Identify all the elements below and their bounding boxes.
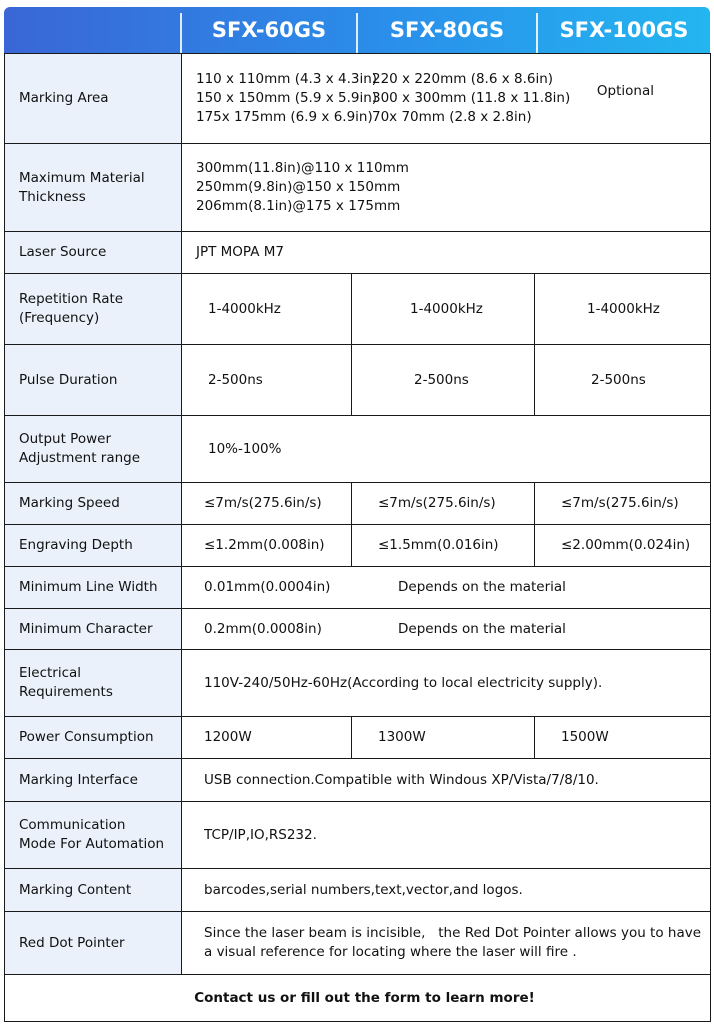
contact-cta[interactable]: Contact us or fill out the form to learn more!: [5, 975, 711, 1022]
value-text: Since the laser beam is incisible, the Red Dot Pointer allows you to have: [204, 925, 702, 941]
row-label: [5, 274, 182, 345]
size-option: 70x 70mm (2.8 x 2.8in): [372, 109, 532, 125]
table-row: [5, 54, 711, 144]
table-row: [5, 525, 711, 567]
row-label: [5, 650, 182, 717]
red-dot-value: [182, 912, 711, 975]
table-row: [5, 975, 711, 1022]
row-label: Pulse Duration: [5, 345, 182, 416]
label-text: Adjustment range: [19, 450, 141, 466]
row-label: Red Dot Pointer: [5, 912, 182, 975]
speed-100gs: ≤7m/s(275.6in/s): [535, 483, 711, 525]
value-text: 0.01mm(0.0004in): [204, 579, 331, 595]
note-text: Depends on the material: [398, 579, 566, 595]
frequency-100gs: 1-4000kHz: [535, 274, 711, 345]
depth-100gs: ≤2.00mm(0.024in): [535, 525, 711, 567]
label-text: Mode For Automation: [19, 836, 165, 852]
table-row: [5, 717, 711, 759]
table-row: [5, 483, 711, 525]
row-label: [5, 416, 182, 483]
laser-source-value: JPT MOPA M7: [182, 232, 711, 274]
size-option: 175x 175mm (6.9 x 6.9in): [196, 109, 373, 125]
row-label: [5, 802, 182, 869]
depth-60gs: ≤1.2mm(0.008in): [182, 525, 352, 567]
communication-value: TCP/IP,IO,RS232.: [182, 802, 711, 869]
size-option: 150 x 150mm (5.9 x 5.9in): [196, 90, 378, 106]
pulse-100gs: 2-500ns: [535, 345, 711, 416]
line-width-value: [182, 567, 711, 609]
speed-80gs: ≤7m/s(275.6in/s): [352, 483, 535, 525]
label-text: Repetition Rate: [19, 291, 124, 307]
table-row: [5, 416, 711, 483]
label-text: Electrical: [19, 665, 82, 681]
output-power-value: 10%-100%: [182, 416, 711, 483]
thickness-value: [182, 144, 711, 232]
table-row: [5, 912, 711, 975]
value-text: a visual reference for locating where the laser will fire .: [204, 944, 577, 960]
row-label: Marking Content: [5, 869, 182, 912]
value-text: 206mm(8.1in)@175 x 175mm: [196, 198, 401, 214]
table-row: [5, 869, 711, 912]
label-text: (Frequency): [19, 310, 100, 326]
pulse-80gs: 2-500ns: [352, 345, 535, 416]
row-label: Minimum Line Width: [5, 567, 182, 609]
label-text: Maximum Material: [19, 169, 145, 186]
power-60gs: 1200W: [182, 717, 352, 759]
marking-content-value: barcodes,serial numbers,text,vector,and logos.: [182, 869, 711, 912]
label-text: Marking Area: [19, 90, 109, 106]
label-text: Thickness: [19, 188, 86, 205]
value-text: 250mm(9.8in)@150 x 150mm: [196, 179, 401, 195]
spec-table: [4, 53, 711, 1022]
table-row: [5, 802, 711, 869]
depth-80gs: ≤1.5mm(0.016in): [352, 525, 535, 567]
table-row: [5, 759, 711, 802]
row-label: Minimum Character: [5, 609, 182, 650]
optional-label: Optional: [596, 83, 655, 99]
spec-sheet: [1, 1, 713, 1023]
min-character-value: [182, 609, 711, 650]
model-header: [4, 7, 710, 53]
row-label: Marking Speed: [5, 483, 182, 525]
marking-area-value: [182, 54, 711, 144]
table-row: [5, 144, 711, 232]
label-text: Requirements: [19, 684, 113, 700]
table-row: [5, 274, 711, 345]
row-label: Laser Source: [5, 232, 182, 274]
row-label: Marking Interface: [5, 759, 182, 802]
interface-value: USB connection.Compatible with Windous XP/Vista/7/8/10.: [182, 759, 711, 802]
value-text: 0.2mm(0.0008in): [204, 620, 322, 637]
model-name-2: SFX-80GS: [389, 18, 505, 42]
label-text: Communication: [19, 817, 126, 833]
power-80gs: 1300W: [352, 717, 535, 759]
value-text: 300mm(11.8in)@110 x 110mm: [196, 160, 409, 176]
model-name-1: SFX-60GS: [211, 18, 327, 42]
electrical-value: 110V-240/50Hz-60Hz(According to local electricity supply).: [182, 650, 711, 717]
table-row: [5, 650, 711, 717]
size-option: 300 x 300mm (11.8 x 11.8in): [372, 90, 571, 106]
table-row: [5, 232, 711, 274]
model-name-3: SFX-100GS: [559, 18, 689, 42]
row-label: [5, 144, 182, 232]
frequency-80gs: 1-4000kHz: [352, 274, 535, 345]
row-label: [5, 54, 182, 144]
size-option: 110 x 110mm (4.3 x 4.3in): [196, 71, 378, 87]
row-label: Engraving Depth: [5, 525, 182, 567]
speed-60gs: ≤7m/s(275.6in/s): [182, 483, 352, 525]
frequency-60gs: 1-4000kHz: [182, 274, 352, 345]
table-row: [5, 609, 711, 650]
table-row: [5, 567, 711, 609]
table-row: [5, 345, 711, 416]
pulse-60gs: 2-500ns: [182, 345, 352, 416]
size-option: 220 x 220mm (8.6 x 8.6in): [372, 71, 554, 87]
row-label: Power Consumption: [5, 717, 182, 759]
label-text: Output Power: [19, 431, 112, 447]
power-100gs: 1500W: [535, 717, 711, 759]
note-text: Depends on the material: [398, 620, 566, 637]
